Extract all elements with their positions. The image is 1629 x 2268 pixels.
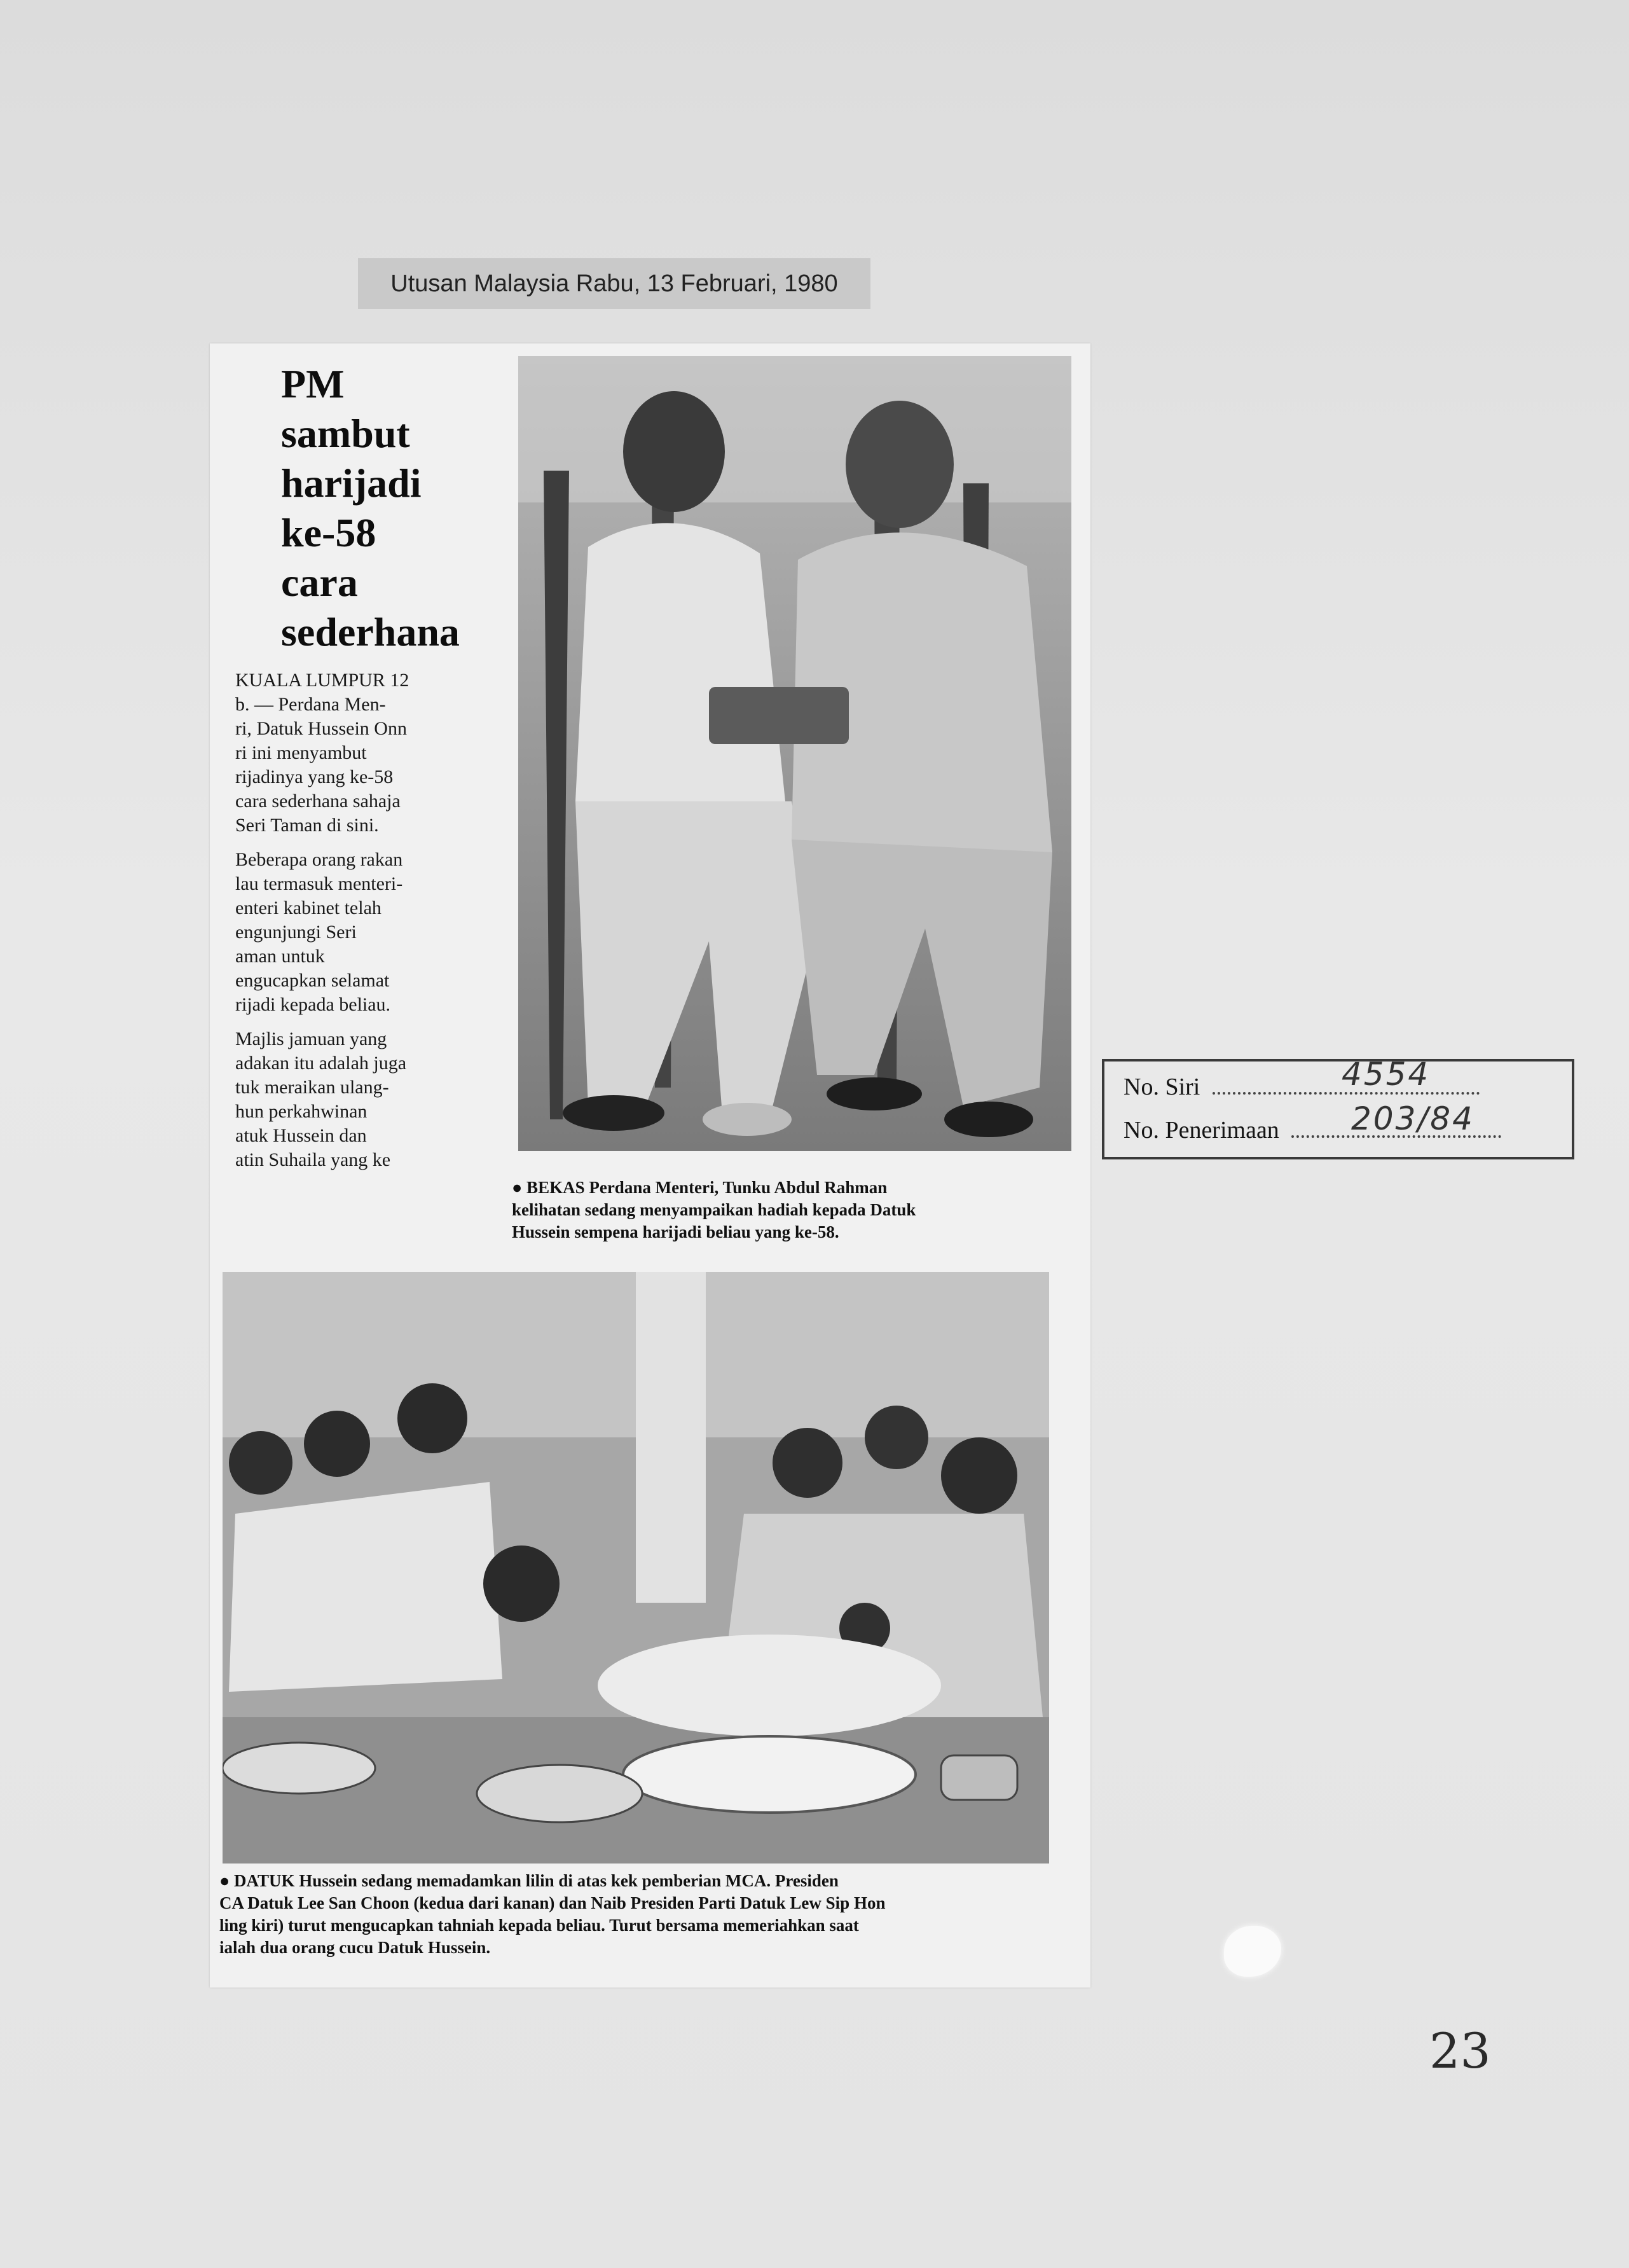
article-headline: PM sambut harijadi ke-58 cara sederhana bbox=[281, 361, 460, 654]
article-paragraph: Majlis jamuan yang adakan itu adalah juga tuk meraikan ulang- hun perkahwinan atuk Hussein dan atin Suhaila yang ke bbox=[235, 1028, 407, 1170]
page-number: 23 bbox=[1429, 2023, 1491, 2079]
newspaper-source-label: Utusan Malaysia Rabu, 13 Februari, 1980 bbox=[358, 258, 870, 309]
photo-two-men-seated bbox=[518, 356, 1071, 1151]
reference-siri-handwritten: 4554 bbox=[1342, 1056, 1431, 1093]
photo-two-men-seated-illustration bbox=[518, 356, 1071, 1151]
archive-reference-stamp bbox=[1102, 1059, 1574, 1159]
reference-siri-label: No. Siri bbox=[1124, 1074, 1200, 1100]
photo-birthday-cake-scene bbox=[223, 1272, 1049, 1863]
photo-birthday-cake-illustration bbox=[223, 1272, 1049, 1863]
article-paragraph: Beberapa orang rakan lau termasuk menteri- enteri kabinet telah engunjungi Seri aman untuk engucapkan selamat rijadi kepada beliau. bbox=[235, 849, 403, 1015]
article-paragraph: KUALA LUMPUR 12 b. — Perdana Men- ri, Datuk Hussein Onn ri ini menyambut rijadinya yang ke-58 cara sederhana sahaja Seri Taman di sini. bbox=[235, 670, 409, 836]
article-text-column bbox=[235, 359, 499, 1231]
reference-penerimaan-label: No. Penerimaan bbox=[1124, 1117, 1279, 1144]
reference-penerimaan-handwritten: 203/84 bbox=[1351, 1100, 1474, 1137]
photo-2-caption: ● DATUK Hussein sedang memadamkan lilin di atas kek pemberian MCA. Presiden CA Datuk Lee San Choon (kedua dari kanan) dan Naib Presiden Parti Datuk Lew Sip Hon ling kiri) turut mengucapkan tahniah kepada beliau. Turut bersama memeriahkan saat ialah dua orang cucu Datuk Hussein. bbox=[219, 1871, 886, 1957]
photo-1-caption: ● BEKAS Perdana Menteri, Tunku Abdul Rahman kelihatan sedang menyampaikan hadiah kepada Datuk Hussein sempena harijadi beliau yang ke-58. bbox=[512, 1178, 916, 1241]
